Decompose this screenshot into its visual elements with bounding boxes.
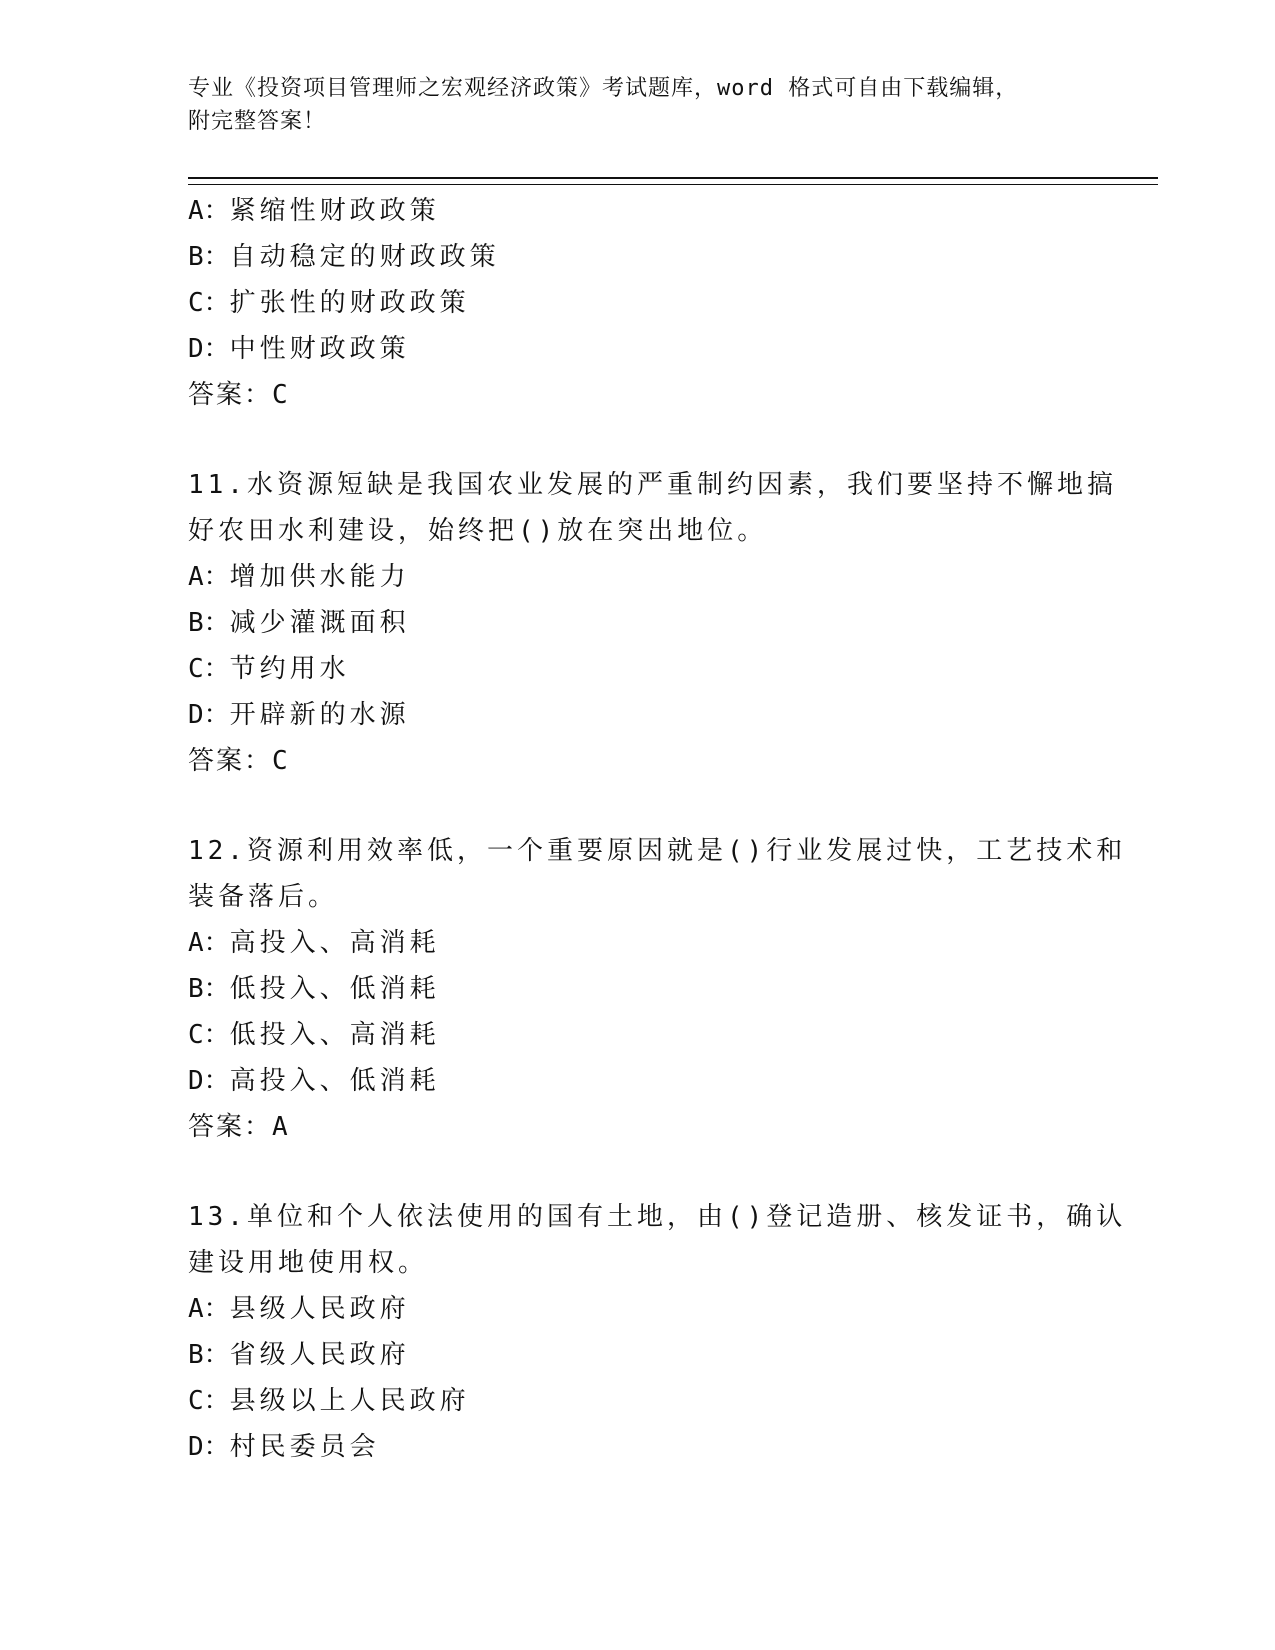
answer-line: 答案：C xyxy=(188,380,290,410)
option-d xyxy=(188,1058,1158,1104)
option-text: 省级人民政府 xyxy=(229,1340,410,1370)
document-header xyxy=(188,72,1088,138)
option-letter: D： xyxy=(188,1432,230,1462)
option-text: 高投入、高消耗 xyxy=(229,928,440,958)
question-gap xyxy=(188,784,1158,828)
answer-line: 答案：A xyxy=(188,1112,290,1142)
option-letter: C： xyxy=(188,1386,230,1416)
question-stem-line-1: 12.资源利用效率低，一个重要原因就是()行业发展过快，工艺技术和 xyxy=(188,836,1127,866)
option-text: 扩张性的财政政策 xyxy=(229,288,470,318)
option-b xyxy=(188,600,1158,646)
option-letter: D： xyxy=(188,700,230,730)
header-divider xyxy=(188,177,1158,185)
option-c xyxy=(188,646,1158,692)
question-10 xyxy=(188,188,1158,418)
option-text: 中性财政政策 xyxy=(229,334,410,364)
option-letter: D： xyxy=(188,1066,230,1096)
option-text: 高投入、低消耗 xyxy=(229,1066,440,1096)
option-b xyxy=(188,966,1158,1012)
option-letter: A： xyxy=(188,1294,230,1324)
question-gap xyxy=(188,1150,1158,1194)
question-13 xyxy=(188,1194,1158,1470)
question-stem-line-1: 11.水资源短缺是我国农业发展的严重制约因素，我们要坚持不懈地搞 xyxy=(188,470,1117,500)
question-stem-line-2: 建设用地使用权。 xyxy=(188,1248,429,1278)
option-letter: A： xyxy=(188,196,230,226)
option-text: 紧缩性财政政策 xyxy=(229,196,440,226)
option-text: 县级以上人民政府 xyxy=(229,1386,470,1416)
option-text: 低投入、高消耗 xyxy=(229,1020,440,1050)
option-letter: C： xyxy=(188,654,230,684)
question-gap xyxy=(188,418,1158,462)
option-c xyxy=(188,280,1158,326)
option-text: 开辟新的水源 xyxy=(229,700,410,730)
option-text: 低投入、低消耗 xyxy=(229,974,440,1004)
option-b xyxy=(188,234,1158,280)
option-text: 村民委员会 xyxy=(229,1432,380,1462)
option-a xyxy=(188,188,1158,234)
option-text: 自动稳定的财政政策 xyxy=(229,242,500,272)
option-text: 增加供水能力 xyxy=(229,562,410,592)
question-stem-line-2: 好农田水利建设，始终把()放在突出地位。 xyxy=(188,516,768,546)
option-letter: B： xyxy=(188,974,230,1004)
option-a xyxy=(188,1286,1158,1332)
option-text: 节约用水 xyxy=(229,654,350,684)
option-c xyxy=(188,1378,1158,1424)
option-b xyxy=(188,1332,1158,1378)
header-line-1: 专业《投资项目管理师之宏观经济政策》考试题库，word 格式可自由下载编辑， xyxy=(188,76,1019,101)
option-text: 减少灌溉面积 xyxy=(229,608,410,638)
answer-line: 答案：C xyxy=(188,746,290,776)
option-d xyxy=(188,326,1158,372)
question-list xyxy=(188,188,1158,1470)
question-12 xyxy=(188,828,1158,1150)
option-letter: A： xyxy=(188,562,230,592)
option-letter: C： xyxy=(188,1020,230,1050)
option-letter: B： xyxy=(188,242,230,272)
option-letter: D： xyxy=(188,334,230,364)
question-stem-line-1: 13.单位和个人依法使用的国有土地，由()登记造册、核发证书，确认 xyxy=(188,1202,1127,1232)
option-letter: B： xyxy=(188,1340,230,1370)
option-text: 县级人民政府 xyxy=(229,1294,410,1324)
option-d xyxy=(188,692,1158,738)
header-line-2: 附完整答案！ xyxy=(188,109,327,134)
option-c xyxy=(188,1012,1158,1058)
option-a xyxy=(188,920,1158,966)
option-letter: B： xyxy=(188,608,230,638)
option-letter: A： xyxy=(188,928,230,958)
option-d xyxy=(188,1424,1158,1470)
option-a xyxy=(188,554,1158,600)
question-11 xyxy=(188,462,1158,784)
question-stem-line-2: 装备落后。 xyxy=(188,882,339,912)
option-letter: C： xyxy=(188,288,230,318)
